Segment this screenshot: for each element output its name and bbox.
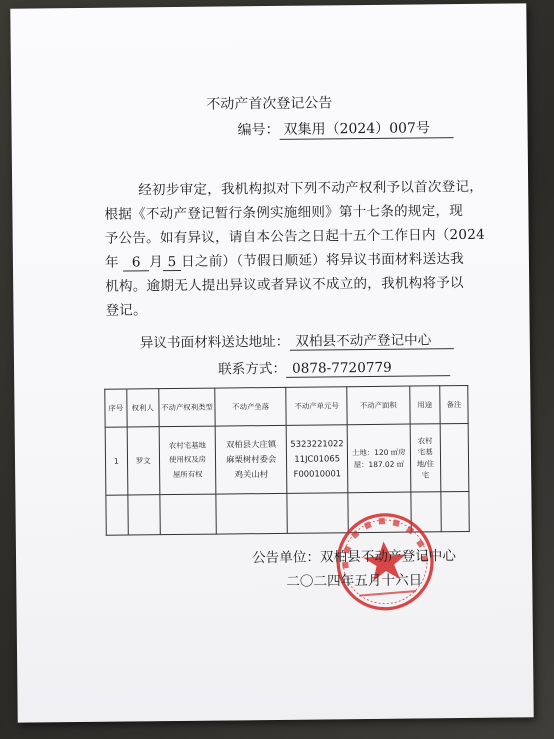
cell-use: [410, 424, 441, 492]
use-line: 宅: [421, 469, 430, 480]
signature-unit: [252, 544, 456, 566]
cell-remark: [440, 423, 469, 491]
area-line: 屋：187.02 ㎡: [353, 459, 405, 469]
document-number-label: 编号：: [237, 121, 280, 139]
location-line: 鸡关山村: [234, 468, 269, 480]
objection-address-label: 异议书面材料送达地址：: [139, 333, 290, 352]
header-seq: 序号: [105, 389, 127, 427]
signature-unit-value: 双柏县不动产登记中心: [319, 548, 457, 566]
notice-title: 不动产首次登记公告: [206, 95, 333, 113]
notice-paper: [10, 3, 533, 722]
header-area: 不动产面积: [347, 386, 410, 425]
deadline-year-unit: 年: [104, 254, 119, 271]
location-line: 双柏县大庄镇: [225, 439, 277, 450]
contact-label: 联系方式：: [217, 360, 287, 378]
right-type-line: 农村宅基地: [168, 441, 206, 451]
table-row: [105, 423, 469, 495]
unit-no-line: 11JC01065: [294, 453, 341, 464]
cell-unit-no: [286, 425, 347, 494]
deadline-day: 5: [163, 254, 181, 271]
unit-no-line: 5323221022: [290, 438, 344, 450]
seal-code-line: [359, 590, 416, 597]
unit-no-line: F00010001: [293, 468, 342, 479]
signature-unit-label: 公告单位：: [251, 549, 321, 567]
location-line: 麻栗树村委会: [226, 454, 277, 465]
seal-glyph: [406, 526, 415, 535]
empty-cell: [127, 495, 160, 535]
seal-glyph: [351, 530, 360, 539]
header-holder: 权利人: [126, 389, 159, 427]
contact-info: [218, 355, 450, 378]
empty-cell: [216, 493, 288, 534]
header-unit-no: 不动产单元号: [286, 387, 347, 426]
header-remark: 备注: [440, 385, 469, 423]
contact-value: 0878-7720779: [286, 359, 450, 378]
cell-seq: 1: [105, 427, 127, 495]
empty-cell: [441, 491, 470, 531]
empty-cell: [106, 495, 128, 535]
deadline-month: 6: [123, 254, 149, 271]
seal-glyph: [393, 519, 401, 527]
header-right-type: 不动产权利类型: [159, 388, 216, 427]
empty-cell: [160, 494, 217, 535]
use-line: 宅基: [417, 447, 433, 457]
header-location: 不动产坐落: [215, 387, 287, 426]
seal-glyph: [379, 518, 386, 525]
table-header-row: [105, 385, 468, 427]
document-number-value: 双集用（2024）007号: [279, 117, 453, 140]
use-line: 地/住: [416, 458, 435, 468]
right-type-line: 屋所有权: [172, 469, 203, 479]
right-type-line: 使用权及房: [168, 455, 207, 465]
area-line: 土地：120 ㎡房: [352, 447, 406, 458]
objection-address: [140, 328, 454, 352]
cell-area: [347, 424, 410, 493]
document-number: [237, 117, 453, 140]
body-line-3: 予公告。如有异议，请自本公告之日起十五个工作日内（2024: [104, 226, 486, 247]
objection-address-value: 双柏县不动产登记中心: [289, 328, 453, 351]
header-use: 用途: [409, 386, 440, 424]
body-line-4: [105, 247, 464, 272]
body-line-6: 登记。: [105, 302, 147, 319]
use-line: 农村: [417, 436, 433, 446]
body-line-2: 根据《不动产登记暂行条例实施细则》第十七条的规定，现: [104, 202, 464, 223]
body-line-5: 机构。逾期无人提出异议或者异议不成立的，我机构将予以: [105, 274, 464, 295]
cell-holder: 罗文: [127, 427, 160, 495]
deadline-rest: 日之前）（节假日顺延）将异议书面材料送达我: [180, 250, 465, 270]
signature-date: 二〇二四年五月十六日: [286, 572, 423, 590]
cell-right-type: [159, 426, 216, 495]
body-line-1: 经初步审定，我机构拟对下列不动产权利予以首次登记，: [138, 178, 484, 199]
cell-location: [215, 425, 287, 494]
deadline-month-unit: 月: [149, 254, 164, 271]
